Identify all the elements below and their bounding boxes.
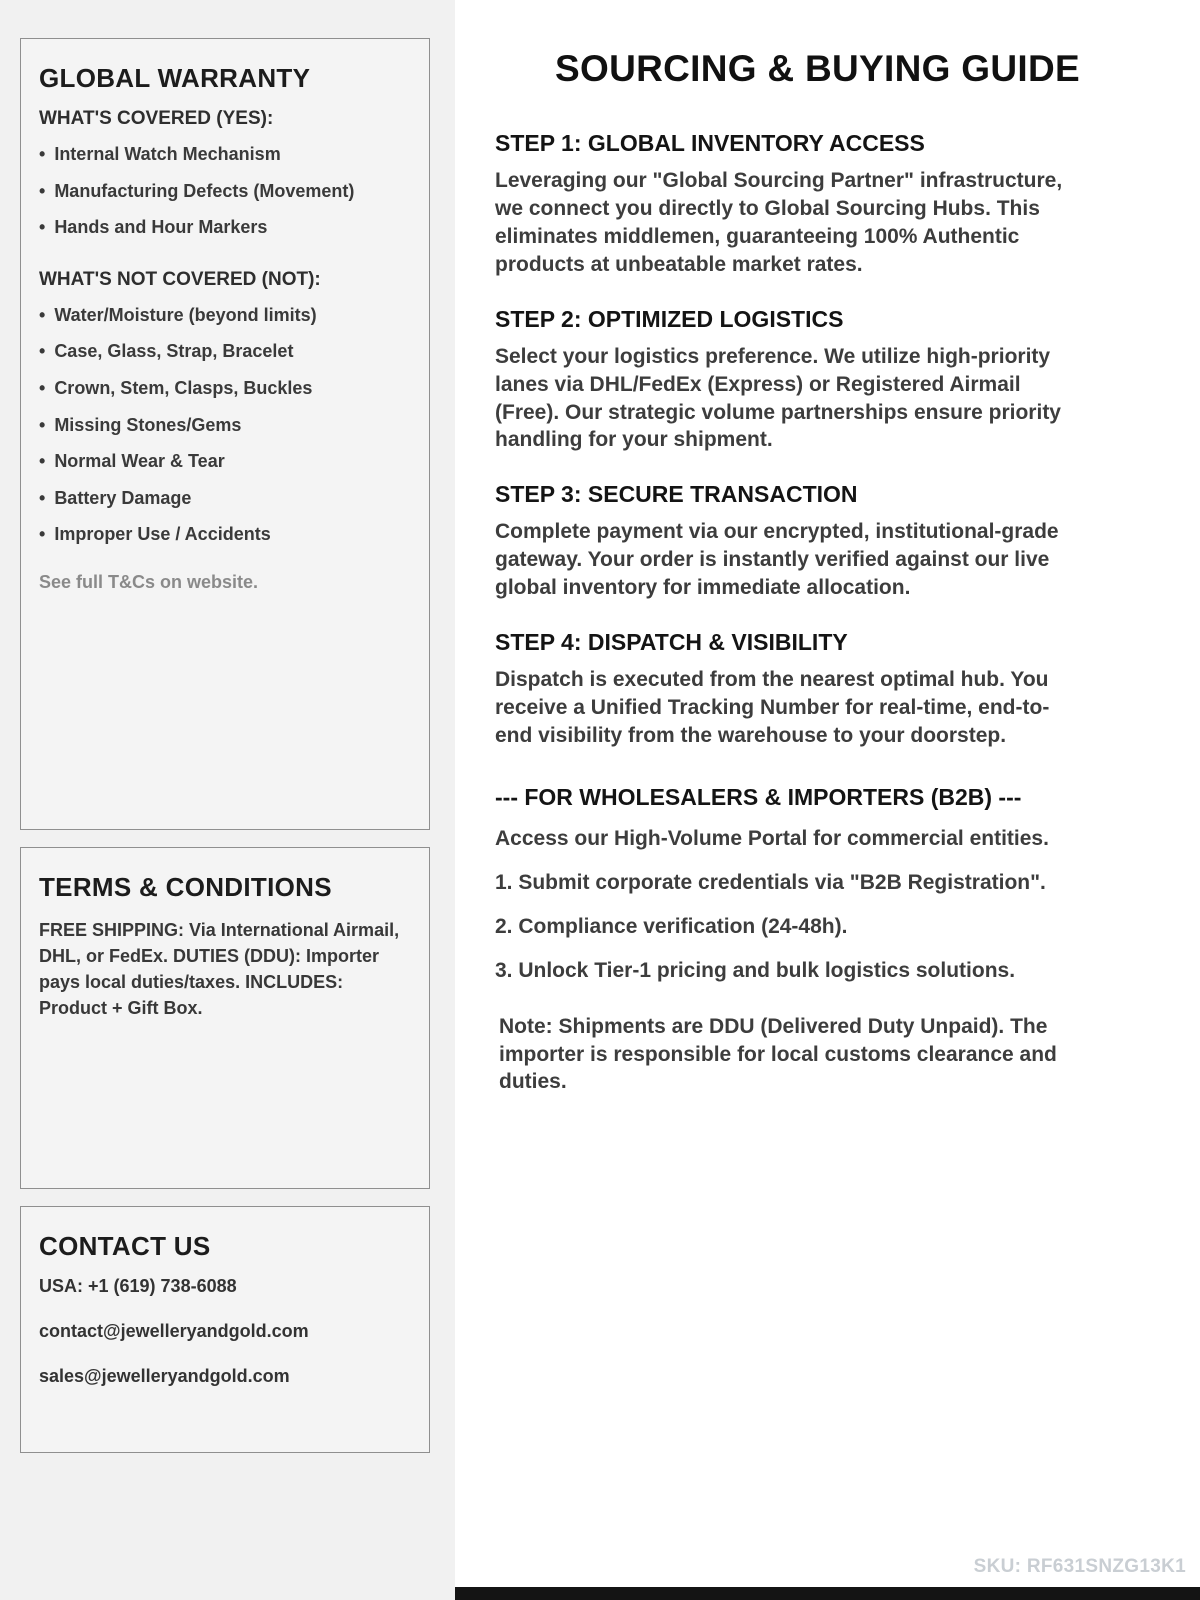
warranty-covered-list (39, 144, 409, 239)
step-1-section (495, 130, 1085, 279)
b2b-item-2: 2. Compliance verification (24-48h). (495, 914, 848, 938)
warranty-panel (20, 38, 430, 830)
contact-email-primary: contact@jewelleryandgold.com (39, 1321, 309, 1341)
step-3-body: Complete payment via our encrypted, institutional-grade gateway. Your order is instantly verified against our live global inventory for immediate allocation. (495, 520, 1059, 600)
list-item: • Normal Wear & Tear (39, 451, 409, 473)
step-1-heading: STEP 1: GLOBAL INVENTORY ACCESS (495, 130, 925, 156)
list-item: • Battery Damage (39, 488, 409, 510)
b2b-note: Note: Shipments are DDU (Delivered Duty Unpaid). The importer is responsible for local customs clearance and duties. (499, 1014, 1057, 1094)
list-item: • Case, Glass, Strap, Bracelet (39, 341, 409, 363)
warranty-title: GLOBAL WARRANTY (39, 63, 311, 93)
bottom-bar (455, 1587, 1200, 1600)
step-3-heading: STEP 3: SECURE TRANSACTION (495, 481, 858, 508)
warranty-footnote: See full T&Cs on website. (39, 571, 259, 592)
contact-phone: USA: +1 (619) 738-6088 (39, 1276, 237, 1296)
main-content (455, 0, 1200, 1600)
b2b-item-3: 3. Unlock Tier-1 pricing and bulk logistics solutions. (495, 958, 1016, 982)
contact-email-sales: sales@jewelleryandgold.com (39, 1366, 290, 1386)
list-item: • Missing Stones/Gems (39, 415, 409, 437)
b2b-intro: Access our High-Volume Portal for commercial entities. (495, 826, 1049, 850)
contact-title: CONTACT US (39, 1231, 211, 1261)
step-2-heading: STEP 2: OPTIMIZED LOGISTICS (495, 305, 844, 332)
terms-title: TERMS & CONDITIONS (39, 872, 332, 902)
b2b-section (495, 784, 1095, 1096)
page-title: SOURCING & BUYING GUIDE (555, 48, 1080, 89)
step-4-body: Dispatch is executed from the nearest optimal hub. You receive a Unified Tracking Number for real-time, end-to-end visibility from the warehouse to your doorstep. (495, 668, 1050, 747)
warranty-not-covered-heading: WHAT'S NOT COVERED (NOT): (39, 268, 321, 290)
list-item: • Manufacturing Defects (Movement) (39, 181, 409, 203)
step-4-heading: STEP 4: DISPATCH & VISIBILITY (495, 629, 848, 656)
step-1-body: Leveraging our "Global Sourcing Partner" infrastructure, we connect you directly to Global Sourcing Hubs. This eliminates middlemen, guaranteeing 100% Authentic products at unbeatable market rates. (495, 169, 1063, 276)
b2b-item-1: 1. Submit corporate credentials via "B2B Registration". (495, 870, 1046, 894)
list-item: • Water/Moisture (beyond limits) (39, 305, 409, 327)
list-item: • Crown, Stem, Clasps, Buckles (39, 378, 409, 400)
list-item: • Internal Watch Mechanism (39, 144, 409, 166)
step-4-section (495, 629, 1085, 750)
warranty-covered-heading: WHAT'S COVERED (YES): (39, 108, 274, 129)
step-3-section (495, 481, 1085, 602)
b2b-heading: --- FOR WHOLESALERS & IMPORTERS (B2B) --- (495, 783, 1022, 810)
step-2-body: Select your logistics preference. We utilize high-priority lanes via DHL/FedEx (Express) or Registered Airmail (Free). Our strategic volume partnerships ensure priority handling for your shipment. (495, 344, 1061, 452)
step-2-section (495, 306, 1085, 455)
terms-body: FREE SHIPPING: Via International Airmail, DHL, or FedEx. DUTIES (DDU): Importer pays local duties/taxes. INCLUDES: Product + Gift Box. (39, 920, 400, 1019)
warranty-not-covered-list (39, 305, 409, 546)
sku-label: SKU: RF631SNZG13K1 (973, 1556, 1186, 1577)
terms-panel (20, 847, 430, 1189)
list-item: • Hands and Hour Markers (39, 217, 409, 239)
list-item: • Improper Use / Accidents (39, 524, 409, 546)
contact-panel (20, 1206, 430, 1453)
sidebar (0, 0, 455, 1600)
